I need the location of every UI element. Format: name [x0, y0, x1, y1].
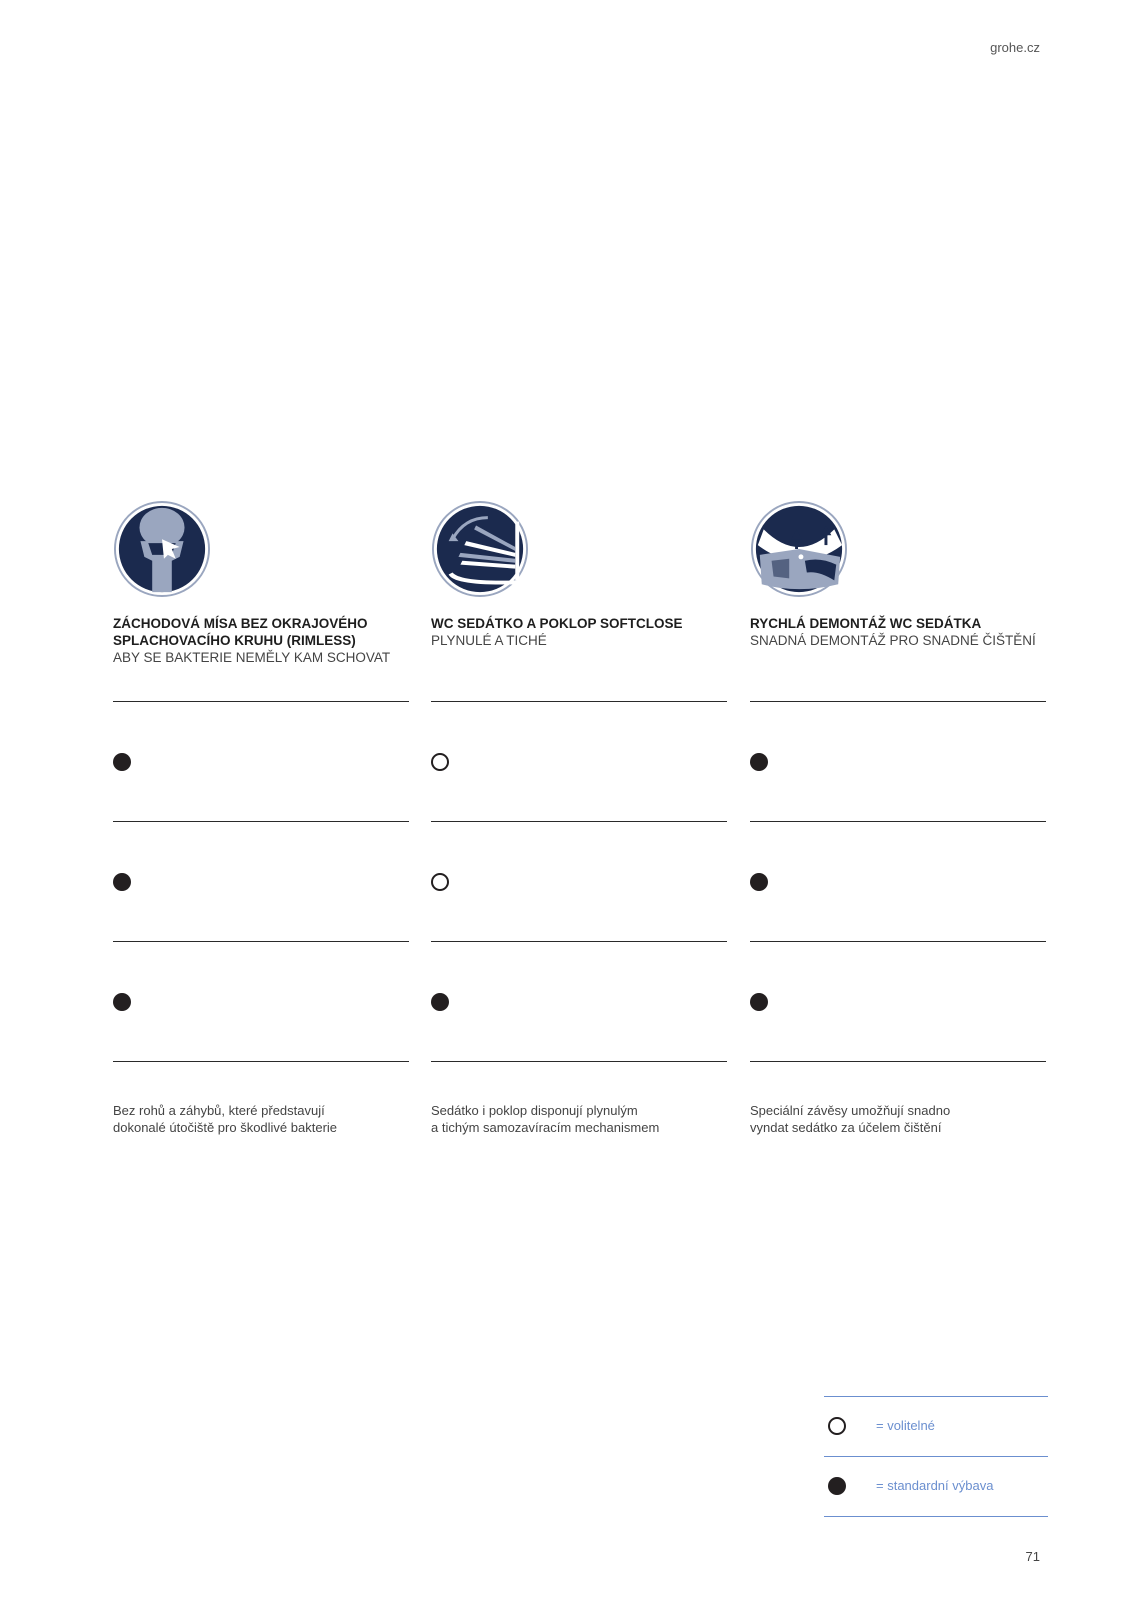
availability-row — [750, 822, 1046, 942]
feature-title: WC SEDÁTKO A POKLOP SOFTCLOSE — [431, 616, 683, 631]
feature-description — [750, 1102, 1046, 1136]
feature-subtitle: SNADNÁ DEMONTÁŽ PRO SNADNÉ ČIŠTĚNÍ — [750, 633, 1036, 648]
feature-title-block — [431, 615, 727, 701]
description-line: Bez rohů a záhybů, které představují — [113, 1103, 325, 1118]
availability-rows — [113, 701, 409, 1062]
page-number: 71 — [1025, 1549, 1040, 1564]
description-line: a tichým samozavíracím mechanismem — [431, 1120, 660, 1135]
quick-release-seat-icon — [750, 500, 848, 598]
standard-dot — [750, 993, 768, 1011]
availability-row — [113, 942, 409, 1062]
standard-dot — [750, 753, 768, 771]
description-line: Speciální závěsy umožňují snadno — [750, 1103, 951, 1118]
feature-column-rimless — [113, 500, 409, 1136]
optional-dot — [431, 753, 449, 771]
feature-description — [431, 1102, 727, 1136]
standard-dot — [113, 753, 131, 771]
feature-description — [113, 1102, 409, 1136]
legend-row-optional — [824, 1397, 1048, 1457]
feature-title: ZÁCHODOVÁ MÍSA BEZ OKRAJOVÉHO — [113, 616, 368, 631]
standard-dot — [750, 873, 768, 891]
availability-row — [750, 702, 1046, 822]
legend-optional-label: = volitelné — [876, 1418, 935, 1433]
legend — [824, 1396, 1048, 1517]
feature-subtitle: ABY SE BAKTERIE NEMĚLY KAM SCHOVAT — [113, 650, 391, 665]
feature-title: RYCHLÁ DEMONTÁŽ WC SEDÁTKA — [750, 616, 982, 631]
availability-rows — [431, 701, 727, 1062]
legend-standard-label: = standardní výbava — [876, 1478, 994, 1493]
feature-title: SPLACHOVACÍHO KRUHU (RIMLESS) — [113, 633, 356, 648]
availability-row — [113, 702, 409, 822]
standard-dot — [113, 993, 131, 1011]
feature-column-softclose — [431, 500, 727, 1136]
description-line: Sedátko i poklop disponují plynulým — [431, 1103, 638, 1118]
description-line: dokonalé útočiště pro škodlivé bakterie — [113, 1120, 338, 1135]
availability-row — [431, 942, 727, 1062]
availability-row — [431, 822, 727, 942]
site-url: grohe.cz — [990, 40, 1040, 55]
softclose-seat-icon — [431, 500, 529, 598]
rimless-bowl-icon — [113, 500, 211, 598]
availability-row — [750, 942, 1046, 1062]
standard-dot — [431, 993, 449, 1011]
optional-dot — [828, 1417, 846, 1435]
feature-title-block — [750, 615, 1046, 701]
feature-column-quick-release — [750, 500, 1046, 1136]
feature-title-block — [113, 615, 409, 701]
legend-row-standard — [824, 1457, 1048, 1517]
availability-row — [113, 822, 409, 942]
availability-row — [431, 702, 727, 822]
standard-dot — [828, 1477, 846, 1495]
availability-rows — [750, 701, 1046, 1062]
standard-dot — [113, 873, 131, 891]
optional-dot — [431, 873, 449, 891]
description-line: vyndat sedátko za účelem čištění — [750, 1120, 942, 1135]
feature-subtitle: PLYNULÉ A TICHÉ — [431, 633, 547, 648]
